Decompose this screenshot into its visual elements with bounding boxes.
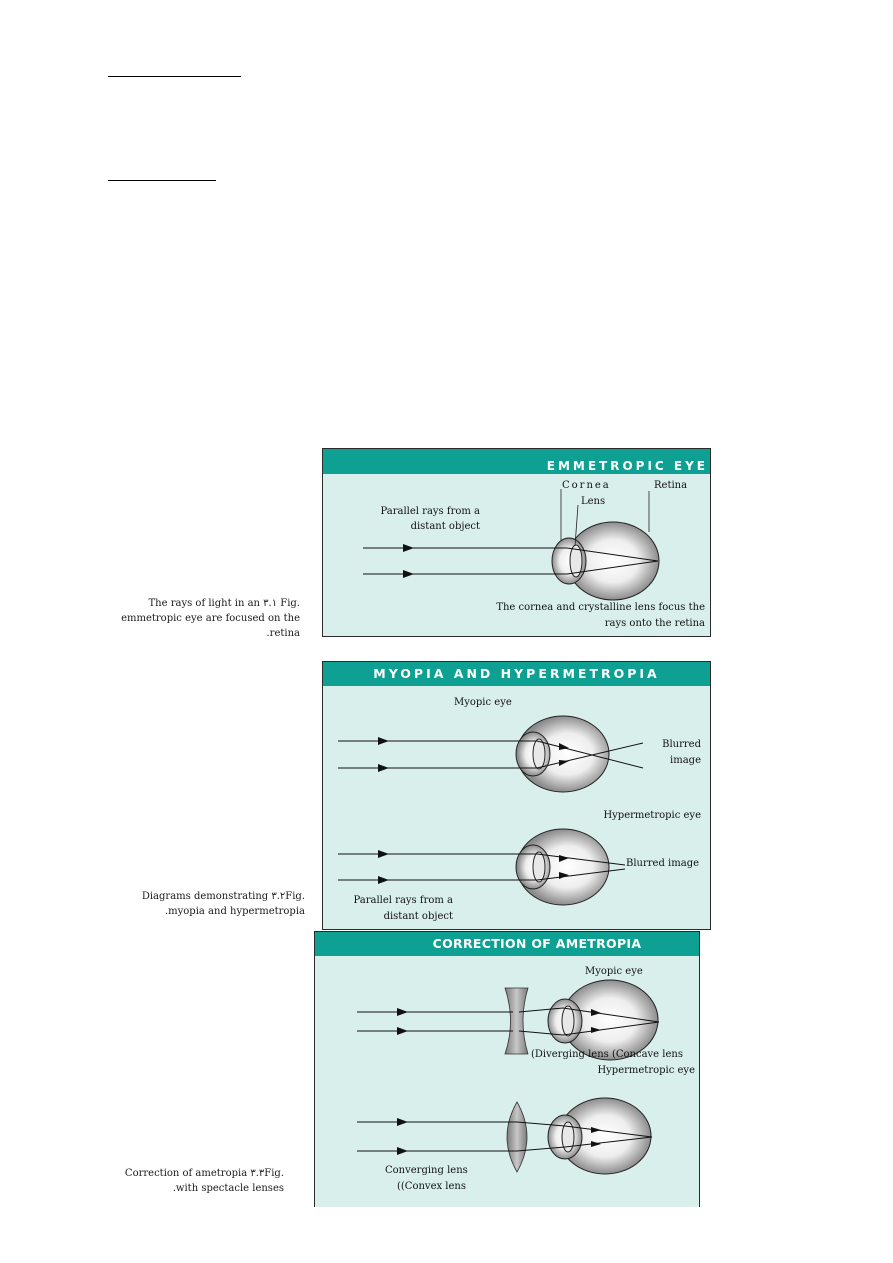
myopia-hypermetropia-figure [322,661,711,930]
heading-underline-2 [108,180,216,181]
converging-lens-label [385,1163,468,1195]
parallel-rays-label [353,504,480,534]
ray-arrow [397,1118,408,1126]
ray-arrow [397,1147,408,1155]
crystalline-lens [533,739,545,769]
blurred-image-hyper-label: Blurred image [626,858,700,869]
concave-lens [505,988,528,1054]
ray-arrow [397,1008,408,1016]
label-line: image [670,755,701,766]
label-line: The cornea and crystalline lens focus the [496,602,705,613]
label-line: Parallel rays from a [380,506,480,517]
ray-arrow [403,544,414,552]
blurred-image-myopic-label [623,737,701,769]
hypermetropic-eye-label: Hypermetropic eye [603,810,701,821]
caption-line: .with spectacle lenses [172,1183,284,1194]
caption-line: Diagrams demonstrating ٣.٢Fig. [141,891,305,902]
caption-line: .retina [266,628,300,639]
ray-arrow [403,570,414,578]
focus-note-label [493,600,705,632]
caption-line: Correction of ametropia ٣.٣Fig. [124,1168,284,1179]
label-line: distant object [410,521,480,532]
ray-arrow [378,764,389,772]
ray-arrow [378,850,389,858]
figure-title: MYOPIA AND HYPERMETROPIA [323,662,710,686]
figure-caption-1 [110,596,300,641]
figure-caption-3 [90,1166,284,1196]
myopia-hypermetropia-diagram [323,662,712,931]
label-line: Blurred [662,739,701,750]
label-line: Parallel rays from a [353,895,453,906]
parallel-rays-label [343,893,453,925]
figure-title: EMMETROPIC EYE [323,449,710,474]
retina-label: Retina [654,480,688,491]
crystalline-lens [562,1006,574,1036]
label-line: Converging lens [385,1165,468,1176]
label-line: rays onto the retina [604,618,705,629]
cornea-label: Cornea [562,480,611,491]
figure-caption-2 [105,889,305,919]
ray-arrow [378,737,389,745]
label-line: ((Convex lens [397,1181,466,1192]
convex-lens [507,1102,527,1172]
figure-title: CORRECTION OF AMETROPIA [315,932,699,956]
hypermetropic-eye-label: Hypermetropic eye [597,1065,695,1076]
correction-of-ametropia-figure [314,931,700,1207]
caption-line: emmetropic eye are focused on the [121,613,300,624]
lens-label: Lens [581,496,606,507]
myopic-eye-label: Myopic eye [585,966,643,977]
emmetropic-eye-figure [322,448,711,637]
myopic-eye-label: Myopic eye [454,697,512,708]
caption-line: .myopia and hypermetropia [164,906,305,917]
caption-line: The rays of light in an ٣.١ Fig. [148,598,300,609]
diverging-lens-label: (Diverging lens (Concave lens [531,1049,683,1060]
crystalline-lens [533,852,545,882]
heading-underline-1 [108,76,241,77]
label-line: distant object [383,911,453,922]
ray-arrow [397,1027,408,1035]
ray-arrow [378,876,389,884]
